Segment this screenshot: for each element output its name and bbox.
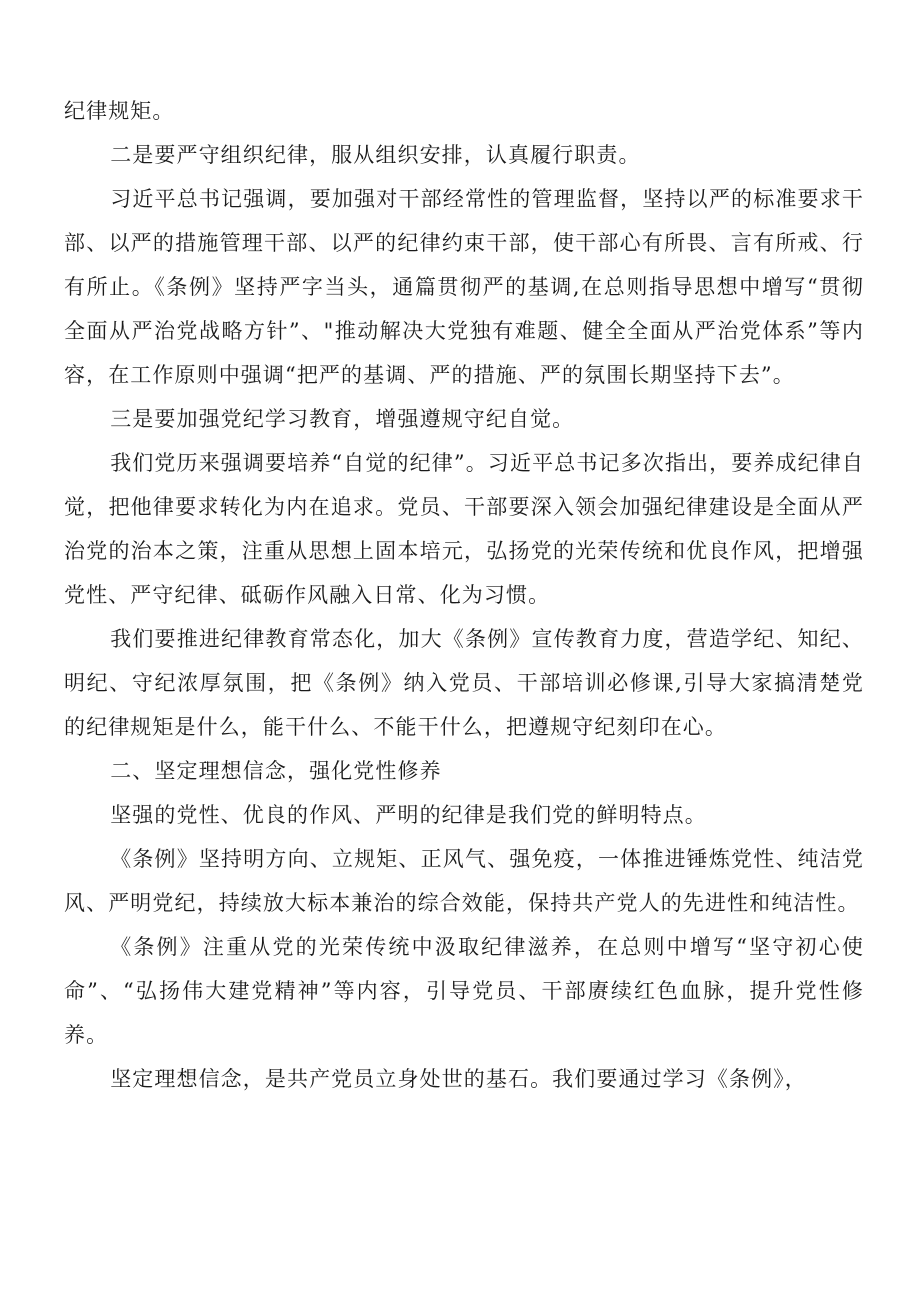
paragraph-strict-discipline: 习近平总书记强调，要加强对干部经常性的管理监督，坚持以严的标准要求干部、以严的措施管理干部、以严的纪律约束干部，使干部心有所畏、言有所戒、行有所止。《条例》坚持严字当头，通篇贯彻严的基调,在总则指导思想中增写“贯彻全面从严治党战略方针”、"推动解决大党独有难题、健全全面从严治党体系”等内容，在工作原则中强调“把严的基调、严的措施、严的氛围长期坚持下去”。 (64, 187, 864, 387)
paragraph-regulations-direction: 《条例》坚持明方向、立规矩、正风气、强免疫，一体推进锤炼党性、纯洁党风、严明党纪，持续放大标本兼治的综合效能，保持共产党人的先进性和纯洁性。 (64, 847, 864, 915)
paragraph-regulations-tradition: 《条例》注重从党的光荣传统中汲取纪律滋养，在总则中增写“坚守初心使命”、“弘扬伟大建党精神”等内容，引导党员、干部赓续红色血脉，提升党性修养。 (64, 935, 864, 1047)
section-heading-two: 二、坚定理想信念，强化党性修养 (110, 759, 442, 783)
paragraph-point-two-heading: 二是要严守组织纪律，服从组织安排，认真履行职责。 (110, 143, 641, 167)
paragraph-continuation: 纪律规矩。 (64, 99, 175, 123)
paragraph-self-discipline: 我们党历来强调要培养“自觉的纪律”。习近平总书记多次指出，要养成纪律自觉，把他律要求转化为内在追求。党员、干部要深入领会加强纪律建设是全面从严治党的治本之策，注重从思想上固本培元，弘扬党的光荣传统和优良作风，把增强党性、严守纪律、砥砺作风融入日常、化为习惯。 (64, 451, 864, 607)
paragraph-point-three-heading: 三是要加强党纪学习教育，增强遵规守纪自觉。 (110, 407, 575, 431)
paragraph-discipline-education: 我们要推进纪律教育常态化，加大《条例》宣传教育力度，营造学纪、知纪、明纪、守纪浓厚氛围，把《条例》纳入党员、干部培训必修课,引导大家搞清楚党的纪律规矩是什么，能干什么、不能干什么，把遵规守纪刻印在心。 (64, 627, 864, 739)
paragraph-party-character: 坚强的党性、优良的作风、严明的纪律是我们党的鲜明特点。 (110, 803, 707, 827)
paragraph-ideals-conviction: 坚定理想信念，是共产党员立身处世的基石。我们要通过学习《条例》， (110, 1067, 807, 1091)
document-body (64, 89, 864, 1101)
